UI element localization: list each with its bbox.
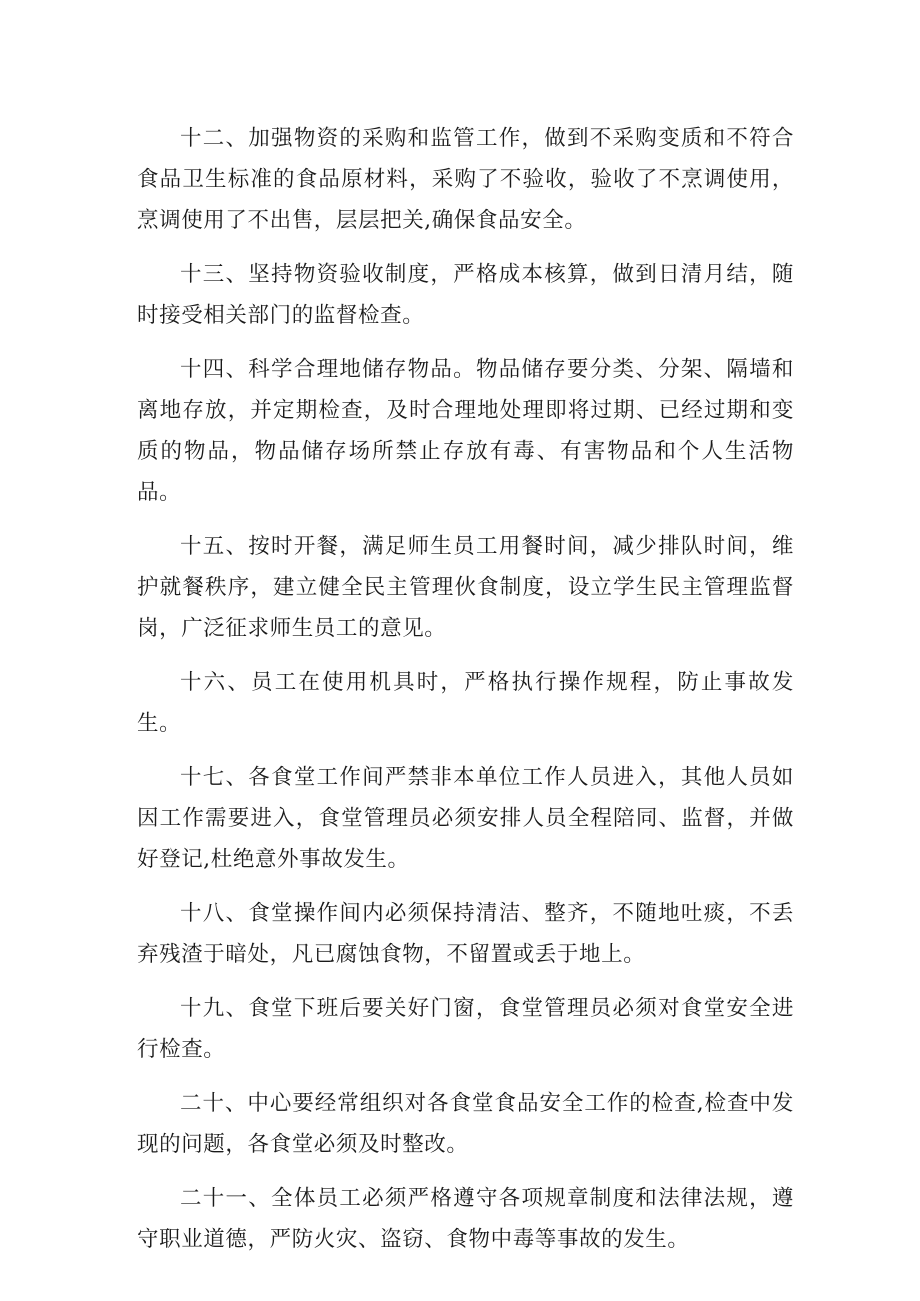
clause-14: 十四、科学合理地储存物品。物品储存要分类、分架、隔墙和离地存放，并定期检查，及时合理地处理即将过期、已经过期和变质的物品，物品储存场所禁止存放有毒、有害物品和个人生活物品。	[137, 357, 794, 505]
clause-12: 十二、加强物资的采购和监管工作，做到不采购变质和不符合食品卫生标准的食品原材料，采购了不验收，验收了不烹调使用，烹调使用了不出售，层层把关,确保食品安全。	[137, 126, 794, 233]
clause-17: 十七、各食堂工作间严禁非本单位工作人员进入，其他人员如因工作需要进入，食堂管理员必须安排人员全程陪同、监督，并做好登记,杜绝意外事故发生。	[137, 765, 794, 872]
clause-15: 十五、按时开餐，满足师生员工用餐时间，减少排队时间，维护就餐秩序，建立健全民主管理伙食制度，设立学生民主管理监督岗，广泛征求师生员工的意见。	[137, 534, 794, 641]
clause-18: 十八、食堂操作间内必须保持清洁、整齐，不随地吐痰，不丢弃残渣于暗处，凡已腐蚀食物，不留置或丢于地上。	[137, 901, 794, 967]
clause-19: 十九、食堂下班后要关好门窗，食堂管理员必须对食堂安全进行检查。	[137, 996, 794, 1062]
clause-20: 二十、中心要经常组织对各食堂食品安全工作的检查,检查中发现的问题，各食堂必须及时整改。	[137, 1091, 794, 1157]
document-body	[137, 118, 794, 1273]
clause-13: 十三、坚持物资验收制度，严格成本核算，做到日清月结，随时接受相关部门的监督检查。	[137, 262, 794, 328]
clause-21: 二十一、全体员工必须严格遵守各项规章制度和法律法规，遵守职业道德，严防火灾、盗窃、食物中毒等事故的发生。	[137, 1186, 794, 1252]
clause-16: 十六、员工在使用机具时，严格执行操作规程，防止事故发生。	[137, 670, 794, 736]
